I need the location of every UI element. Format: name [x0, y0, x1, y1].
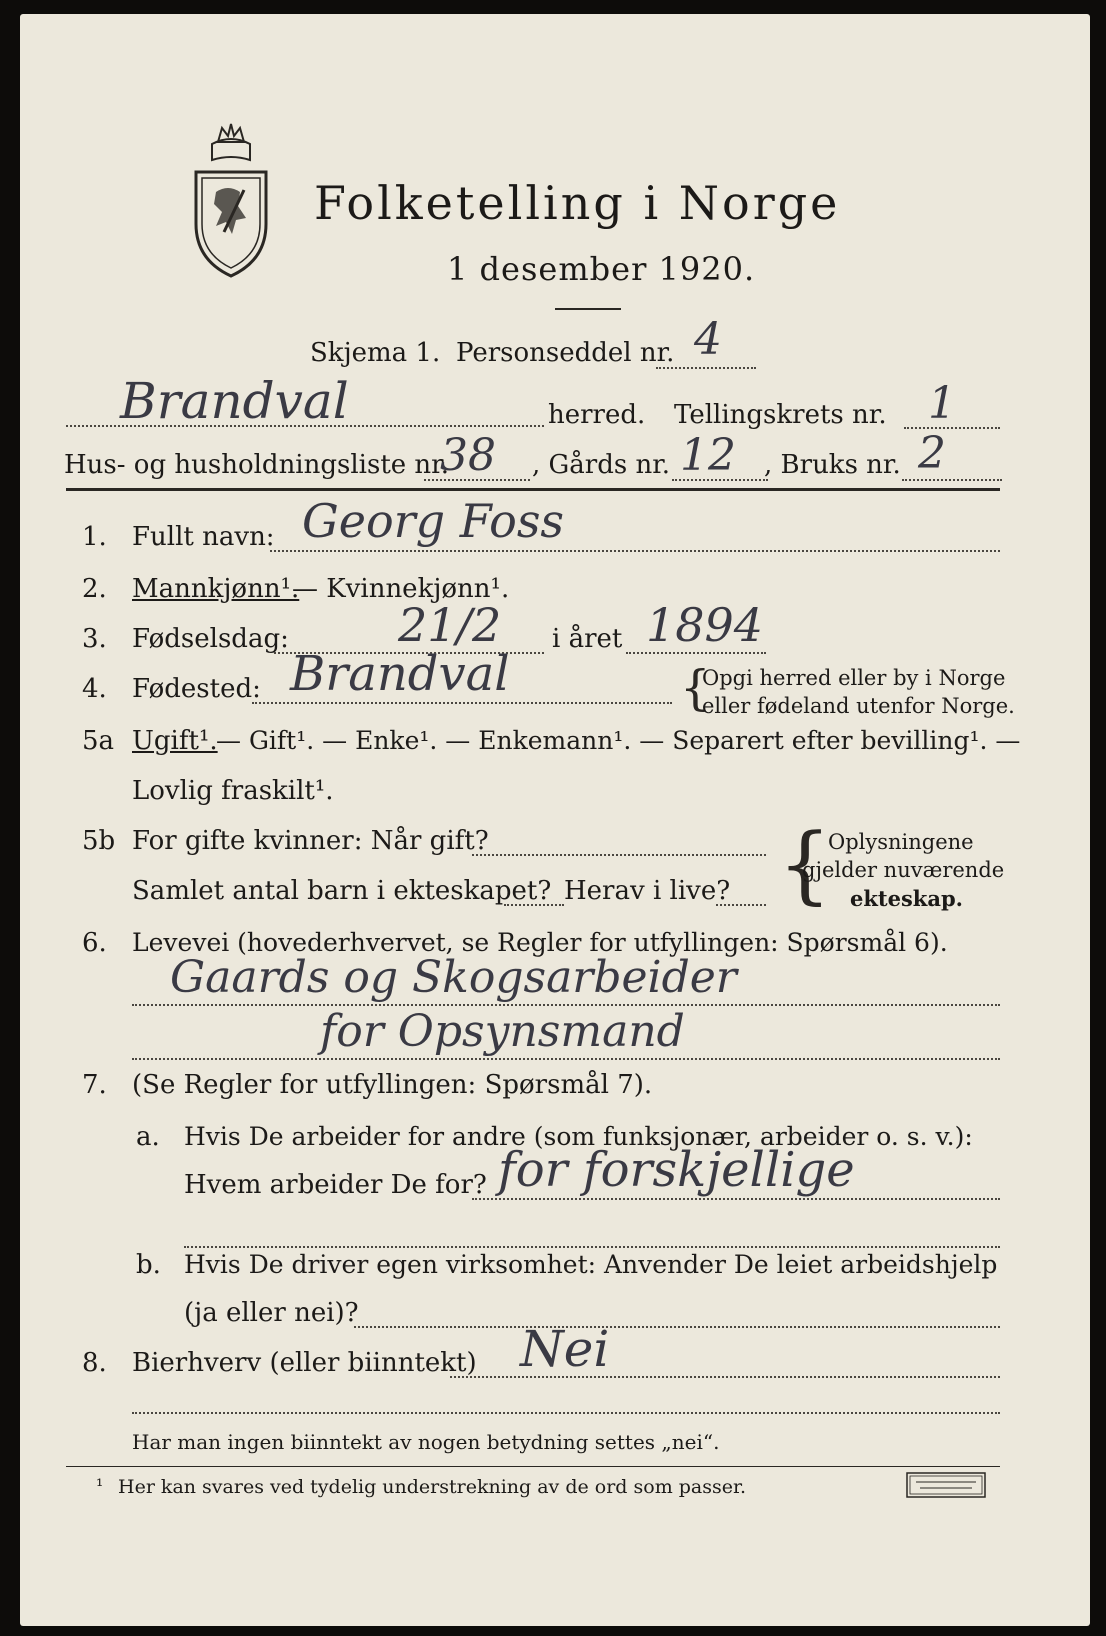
q5b-note-bracket: {	[778, 815, 832, 913]
q7a-employer-line	[472, 1198, 1000, 1200]
q1-number: 1.	[82, 522, 107, 552]
q8-extra-line	[132, 1412, 1000, 1414]
coat-of-arms-icon	[188, 120, 274, 280]
q1-label: Fullt navn:	[132, 522, 275, 552]
q7b-yesno-label: (ja eller nei)?	[184, 1298, 359, 1328]
q7b-letter: b.	[136, 1250, 161, 1280]
section-divider	[66, 488, 1000, 491]
q4-value[interactable]: Brandval	[290, 646, 510, 702]
q4-number: 4.	[82, 674, 107, 704]
q5b-children-line	[504, 904, 564, 906]
q7-number: 7.	[82, 1070, 107, 1100]
q4-label: Fødested:	[132, 674, 261, 704]
q6-label: Levevei (hovederhvervet, se Regler for utfyllingen: Spørsmål 6).	[132, 928, 948, 957]
q1-value[interactable]: Georg Foss	[302, 494, 565, 548]
q5a-other-options[interactable]: — Gift¹. — Enke¹. — Enkemann¹. — Separert efter bevilling¹. —	[216, 726, 1021, 755]
q4-note-bracket: {	[680, 660, 711, 716]
q6-value-line1[interactable]: Gaards og Skogsarbeider	[170, 952, 737, 1003]
tellingskrets-value[interactable]: 1	[928, 378, 956, 429]
q7-label: (Se Regler for utfyllingen: Spørsmål 7).	[132, 1070, 653, 1100]
q8-value[interactable]: Nei	[520, 1320, 610, 1378]
q3-year-value[interactable]: 1894	[646, 598, 764, 652]
q3-date-value[interactable]: 21/2	[398, 598, 502, 652]
q7a-question: Hvis De arbeider for andre (som funksjonær, arbeider o. s. v.):	[184, 1122, 973, 1151]
q5a-number: 5a	[82, 726, 115, 756]
q3-year-line	[626, 652, 766, 654]
census-form	[20, 14, 1090, 1626]
bruks-value[interactable]: 2	[918, 428, 946, 479]
q5b-married-line	[472, 854, 766, 856]
q5b-alive-label: Herav i live?	[564, 876, 731, 906]
q4-note-line1: Opgi herred eller by i Norge	[702, 666, 1006, 690]
personseddel-value[interactable]: 4	[694, 314, 722, 365]
tellingskrets-label: Tellingskrets nr.	[674, 400, 887, 430]
q6-line2	[132, 1058, 1000, 1060]
q2-male-option[interactable]: Mannkjønn¹.	[132, 574, 300, 604]
q5b-children-label: Samlet antal barn i ekteskapet?	[132, 876, 552, 906]
q5a-ugift-option[interactable]: Ugift¹.	[132, 726, 218, 756]
q2-number: 2.	[82, 574, 107, 604]
q4-note-line2: eller fødeland utenfor Norge.	[702, 694, 1015, 718]
form-title: Folketelling i Norge	[314, 176, 841, 230]
q3-year-label: i året	[552, 624, 623, 654]
q7b-yesno-line	[354, 1326, 1000, 1328]
census-date: 1 desember 1920.	[447, 250, 756, 288]
personseddel-label: Personseddel nr.	[456, 338, 675, 368]
personseddel-line	[656, 367, 756, 369]
footnote-mark: ¹	[96, 1476, 104, 1497]
q7a-employer-label: Hvem arbeider De for?	[184, 1170, 487, 1200]
q8-label: Bierhverv (eller biinntekt)	[132, 1348, 477, 1378]
q5b-alive-line	[716, 904, 766, 906]
q3-number: 3.	[82, 624, 107, 654]
q7a-letter: a.	[136, 1122, 160, 1152]
q7b-question: Hvis De driver egen virksomhet: Anvender De leiet arbeidshjelp	[184, 1250, 998, 1279]
q6-number: 6.	[82, 928, 107, 958]
printer-stamp-icon	[906, 1472, 986, 1498]
q5b-number: 5b	[82, 826, 116, 856]
q6-value-line2[interactable]: for Opsynsmand	[320, 1006, 685, 1057]
gards-label: , Gårds nr.	[532, 450, 671, 480]
q4-line	[252, 702, 672, 704]
footnote-text: Her kan svares ved tydelig understrekning av de ord som passer.	[118, 1476, 747, 1498]
q5b-married-label: For gifte kvinner: Når gift?	[132, 826, 489, 856]
q3-label: Fødselsdag:	[132, 624, 289, 654]
q5b-note-line2: gjelder nuværende	[802, 858, 1005, 882]
q7a-employer-value[interactable]: for forskjellige	[498, 1142, 855, 1198]
skjema-label: Skjema 1.	[310, 338, 441, 368]
q2-female-option[interactable]: — Kvinnekjønn¹.	[292, 574, 510, 604]
herred-value[interactable]: Brandval	[120, 372, 349, 430]
bruks-label: , Bruks nr.	[764, 450, 901, 480]
husliste-value[interactable]: 38	[440, 430, 496, 481]
q1-line	[270, 550, 1000, 552]
gards-value[interactable]: 12	[680, 430, 736, 481]
bruks-line	[902, 479, 1002, 481]
footer-divider	[66, 1466, 1000, 1467]
q5b-note-line3: ekteskap.	[850, 886, 963, 911]
husliste-label: Hus- og husholdningsliste nr.	[64, 450, 450, 480]
q5b-note-line1: Oplysningene	[828, 830, 974, 854]
q5a-fraskilt-option[interactable]: Lovlig fraskilt¹.	[132, 776, 334, 806]
q7a-extra-line	[184, 1246, 1000, 1248]
footer-note: Har man ingen biinntekt av nogen betydning settes „nei“.	[132, 1430, 720, 1454]
q8-number: 8.	[82, 1348, 107, 1378]
title-divider	[555, 308, 621, 310]
herred-label: herred.	[548, 400, 646, 430]
